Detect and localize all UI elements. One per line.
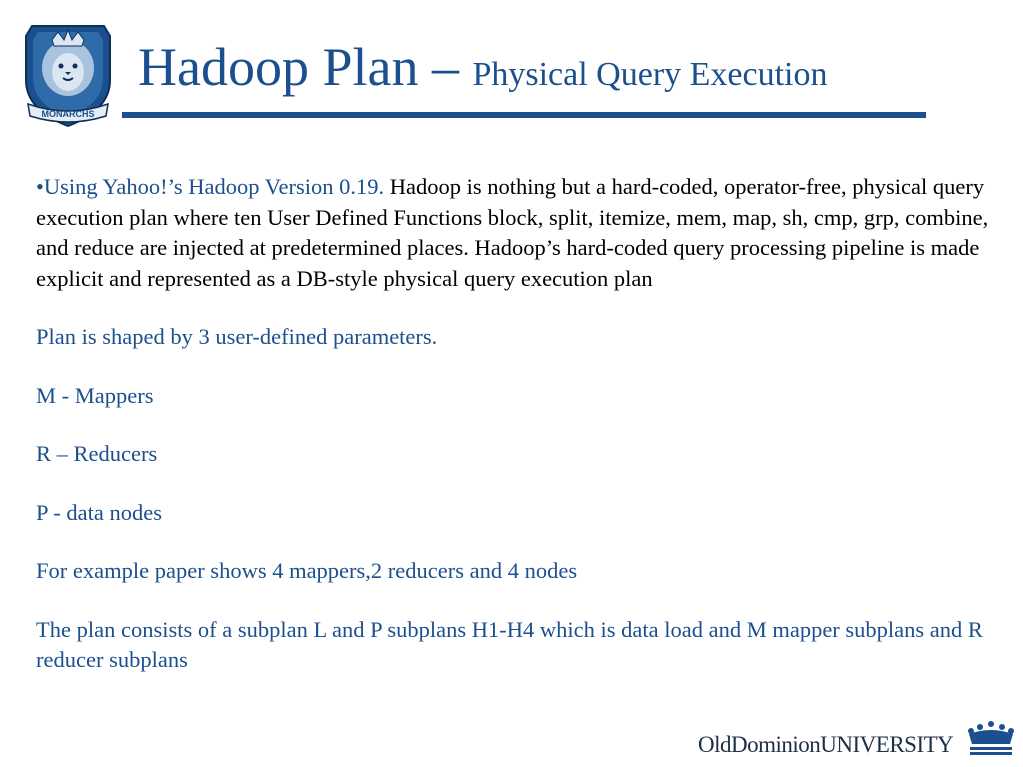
- title-subtitle: Physical Query Execution: [472, 56, 828, 93]
- slide-body: [36, 172, 1001, 704]
- university-logo: [698, 720, 1018, 760]
- paragraph-example: For example paper shows 4 mappers,2 reducers and 4 nodes: [36, 558, 578, 583]
- title-underline: [122, 112, 926, 118]
- paragraph-mappers: M - Mappers: [36, 382, 154, 408]
- paragraph-hadoop-description: [36, 172, 1001, 294]
- paragraph-data-nodes: P - data nodes: [36, 499, 163, 525]
- paragraph-highlight: •Using Yahoo!’s Hadoop Version 0.19.: [36, 174, 390, 199]
- paragraph-subplans: The plan consists of a subplan L and P subplans H1-H4 which is data load and M mapper subplans and R reducer subplans: [36, 616, 983, 672]
- university-name: OldDominionUNIVERSITY: [698, 732, 954, 757]
- slide-title: [138, 37, 828, 97]
- title-main: Hadoop Plan –: [138, 37, 473, 97]
- paragraph-text: Hadoop is nothing but a hard-coded, operator-free, physical query execution plan where ten User Defined Functions block, split, itemize, mem, map, sh, cmp, grp, combine, and reduce are injected at predetermined places. Hadoop’s hard-coded query processing pipeline is made explicit and represented as a DB-style physical query execution plan: [36, 174, 989, 291]
- monarchs-shield-logo: [18, 18, 118, 130]
- paragraph-parameters: Plan is shaped by 3 user-defined parameters.: [36, 324, 438, 349]
- paragraph-reducers: R – Reducers: [36, 441, 158, 466]
- crown-icon: [966, 720, 1016, 758]
- badge-text: MONARCHS: [41, 109, 95, 119]
